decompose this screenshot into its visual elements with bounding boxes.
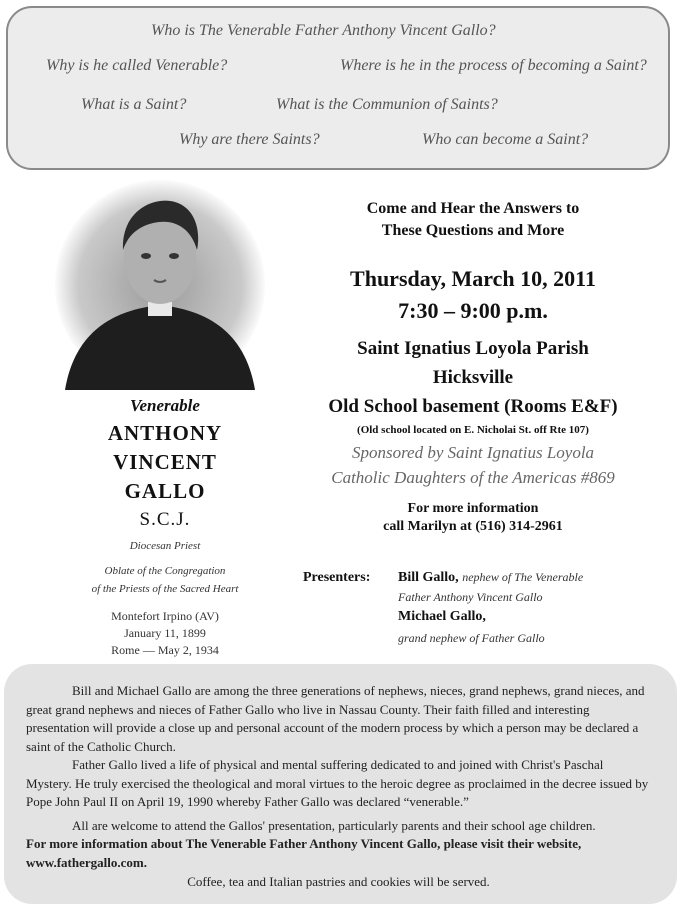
paragraph-1: Bill and Michael Gallo are among the three generations of nephews, nieces, grand nephews, grand nieces, and great grand nephews and nieces of Father Gallo who live in Nassau County. Their faith filled and interesting presentation will provide a close up and personal account of the modern process by which a person may be declared a saint of the Catholic Church. bbox=[26, 683, 645, 754]
event-date: Thursday, March 10, 2011 bbox=[350, 266, 596, 291]
presenter-1 bbox=[398, 570, 583, 586]
presenter-2-desc: grand nephew of Father Gallo bbox=[398, 631, 545, 645]
presenter-2-name: Michael Gallo, bbox=[398, 609, 486, 624]
presenter-1-desc: nephew of The Venerable bbox=[462, 570, 584, 584]
event-room: Old School basement (Rooms E&F) bbox=[328, 396, 618, 417]
portrait-photo bbox=[55, 180, 265, 390]
sponsor-line-1: Sponsored by Saint Ignatius Loyola bbox=[351, 443, 595, 462]
presenter-1-name: Bill Gallo, bbox=[398, 570, 459, 585]
venerable-label: Venerable bbox=[130, 396, 200, 415]
priest-portrait-image bbox=[55, 180, 265, 390]
presenter-1-desc-2: Father Anthony Vincent Gallo bbox=[398, 590, 543, 604]
name-scj: S.C.J. bbox=[139, 509, 191, 530]
info-line-1: For more information bbox=[407, 501, 539, 516]
question-why-venerable: Why is he called Venerable? bbox=[46, 57, 228, 74]
presenters-label: Presenters: bbox=[303, 570, 371, 585]
paragraph-2: Father Gallo lived a life of physical and mental suffering dedicated to and joined with Christ's Paschal Mystery. He truly exercised the theological and moral virtues to the heroic degree as proclaimed in the decree issued by Pope John Paul II on April 19, 1990 whereby Father Gallo was declared “venerable.” bbox=[26, 757, 649, 809]
question-communion: What is the Communion of Saints? bbox=[276, 96, 498, 113]
question-who-can: Who can become a Saint? bbox=[422, 131, 589, 148]
oblate-line-1: Oblate of the Congregation bbox=[104, 565, 226, 577]
name-anthony: ANTHONY bbox=[107, 421, 223, 445]
question-why-saints: Why are there Saints? bbox=[179, 131, 320, 148]
intro-line-2: These Questions and More bbox=[381, 222, 565, 239]
name-gallo: GALLO bbox=[124, 479, 206, 503]
event-town: Hicksville bbox=[432, 367, 514, 388]
question-process: Where is he in the process of becoming a Saint? bbox=[340, 57, 647, 74]
questions-box bbox=[6, 6, 670, 170]
intro-line-1: Come and Hear the Answers to bbox=[366, 200, 580, 217]
role-label: Diocesan Priest bbox=[129, 540, 201, 552]
sponsor-line-2: Catholic Daughters of the Americas #869 bbox=[331, 468, 615, 487]
birth-date: January 11, 1899 bbox=[124, 626, 206, 640]
name-vincent: VINCENT bbox=[113, 450, 217, 474]
paragraph-3: All are welcome to attend the Gallos' presentation, particularly parents and their school age children. bbox=[72, 818, 596, 833]
death-date: Rome — May 2, 1934 bbox=[111, 643, 219, 657]
oblate-line-2: of the Priests of the Sacred Heart bbox=[91, 583, 239, 595]
room-note: (Old school located on E. Nicholai St. off Rte 107) bbox=[357, 424, 589, 436]
question-who-is: Who is The Venerable Father Anthony Vincent Gallo? bbox=[151, 22, 496, 39]
birthplace: Montefort Irpino (AV) bbox=[111, 609, 219, 623]
event-parish: Saint Ignatius Loyola Parish bbox=[357, 338, 589, 359]
event-time: 7:30 – 9:00 p.m. bbox=[398, 298, 548, 323]
question-what-saint: What is a Saint? bbox=[81, 96, 187, 113]
paragraph-4-website: For more information about The Venerable Father Anthony Vincent Gallo, please visit their website, www.fathergallo.com. bbox=[26, 836, 582, 870]
paragraph-5-refreshments: Coffee, tea and Italian pastries and cookies will be served. bbox=[187, 874, 490, 889]
info-phone: call Marilyn at (516) 314-2961 bbox=[383, 519, 563, 534]
